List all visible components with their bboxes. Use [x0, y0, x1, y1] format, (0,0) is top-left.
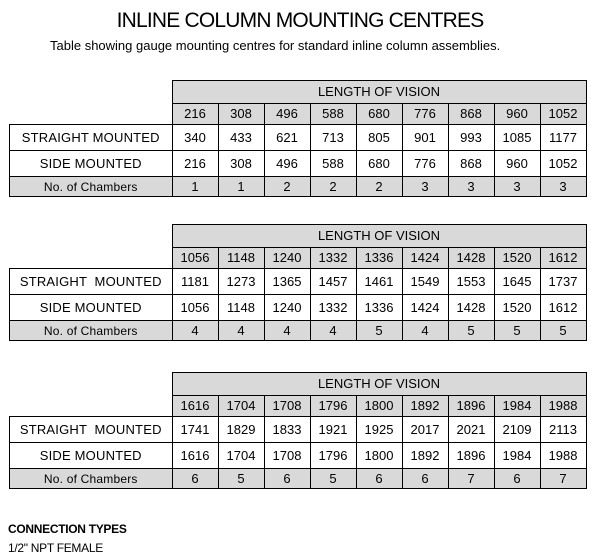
table-corner-blank — [10, 225, 173, 248]
length-cell: 1616 — [172, 396, 218, 417]
value-cell: 1273 — [218, 269, 264, 295]
table-row — [10, 321, 587, 341]
value-cell: 6 — [494, 469, 540, 489]
value-cell: 340 — [172, 125, 218, 151]
value-cell: 5 — [540, 321, 586, 341]
length-cell: 1612 — [540, 248, 586, 269]
value-cell: 6 — [402, 469, 448, 489]
length-cell: 216 — [172, 104, 218, 125]
value-cell: 1892 — [402, 443, 448, 469]
value-cell: 2017 — [402, 417, 448, 443]
connection-type-value: 1/2" NPT FEMALE — [8, 541, 103, 555]
value-cell: 1800 — [356, 443, 402, 469]
table-row — [10, 125, 587, 151]
value-cell: 1424 — [402, 295, 448, 321]
value-cell: 1896 — [448, 443, 494, 469]
value-cell: 2113 — [540, 417, 586, 443]
value-cell: 3 — [448, 177, 494, 197]
value-cell: 4 — [218, 321, 264, 341]
row-label-side-mounted: SIDE MOUNTED — [10, 151, 173, 177]
length-cell: 1240 — [264, 248, 310, 269]
row-label-chambers: No. of Chambers — [10, 321, 173, 341]
value-cell: 588 — [310, 151, 356, 177]
value-cell: 216 — [172, 151, 218, 177]
length-cell: 1988 — [540, 396, 586, 417]
value-cell: 1549 — [402, 269, 448, 295]
value-cell: 4 — [264, 321, 310, 341]
row-label-side-mounted: SIDE MOUNTED — [10, 443, 173, 469]
value-cell: 7 — [448, 469, 494, 489]
value-cell: 1056 — [172, 295, 218, 321]
length-cell: 776 — [402, 104, 448, 125]
page-subtitle: Table showing gauge mounting centres for standard inline column assemblies. — [50, 38, 501, 53]
table-corner-blank — [10, 396, 173, 417]
value-cell: 6 — [264, 469, 310, 489]
value-cell: 1085 — [494, 125, 540, 151]
value-cell: 1 — [172, 177, 218, 197]
length-of-vision-header: LENGTH OF VISION — [172, 373, 586, 396]
length-cell: 1984 — [494, 396, 540, 417]
value-cell: 5 — [310, 469, 356, 489]
length-of-vision-header: LENGTH OF VISION — [172, 225, 586, 248]
length-cell: 1800 — [356, 396, 402, 417]
value-cell: 1645 — [494, 269, 540, 295]
value-cell: 1520 — [494, 295, 540, 321]
value-cell: 2 — [310, 177, 356, 197]
value-cell: 1052 — [540, 151, 586, 177]
length-cell: 1896 — [448, 396, 494, 417]
table-row — [10, 443, 587, 469]
value-cell: 1741 — [172, 417, 218, 443]
length-cell: 960 — [494, 104, 540, 125]
value-cell: 960 — [494, 151, 540, 177]
value-cell: 7 — [540, 469, 586, 489]
length-cell: 1796 — [310, 396, 356, 417]
length-cell: 1520 — [494, 248, 540, 269]
table-corner-blank — [10, 248, 173, 269]
value-cell: 1181 — [172, 269, 218, 295]
value-cell: 3 — [402, 177, 448, 197]
value-cell: 1833 — [264, 417, 310, 443]
value-cell: 621 — [264, 125, 310, 151]
length-cell: 868 — [448, 104, 494, 125]
length-cell: 588 — [310, 104, 356, 125]
value-cell: 5 — [448, 321, 494, 341]
value-cell: 1612 — [540, 295, 586, 321]
value-cell: 1457 — [310, 269, 356, 295]
page-title: INLINE COLUMN MOUNTING CENTRES — [116, 9, 484, 32]
table-row — [10, 269, 587, 295]
length-cell: 1056 — [172, 248, 218, 269]
table-corner-blank — [10, 104, 173, 125]
length-cell: 1708 — [264, 396, 310, 417]
value-cell: 5 — [494, 321, 540, 341]
connection-types-heading: CONNECTION TYPES — [8, 522, 127, 536]
value-cell: 1921 — [310, 417, 356, 443]
mounting-table-grid — [9, 372, 587, 489]
value-cell: 6 — [172, 469, 218, 489]
row-label-straight-mounted: STRAIGHT MOUNTED — [10, 125, 173, 151]
length-cell: 1704 — [218, 396, 264, 417]
mounting-table-grid — [9, 80, 587, 197]
value-cell: 1332 — [310, 295, 356, 321]
value-cell: 1461 — [356, 269, 402, 295]
table-row — [10, 469, 587, 489]
length-cell: 1332 — [310, 248, 356, 269]
table-row — [10, 295, 587, 321]
table-corner-blank — [10, 373, 173, 396]
value-cell: 1616 — [172, 443, 218, 469]
value-cell: 776 — [402, 151, 448, 177]
value-cell: 4 — [310, 321, 356, 341]
length-cell: 496 — [264, 104, 310, 125]
value-cell: 2 — [264, 177, 310, 197]
table-row — [10, 417, 587, 443]
value-cell: 1428 — [448, 295, 494, 321]
length-cell: 1892 — [402, 396, 448, 417]
row-label-chambers: No. of Chambers — [10, 177, 173, 197]
value-cell: 680 — [356, 151, 402, 177]
length-cell: 1424 — [402, 248, 448, 269]
value-cell: 1 — [218, 177, 264, 197]
value-cell: 901 — [402, 125, 448, 151]
value-cell: 3 — [494, 177, 540, 197]
value-cell: 805 — [356, 125, 402, 151]
value-cell: 1336 — [356, 295, 402, 321]
value-cell: 3 — [540, 177, 586, 197]
value-cell: 1708 — [264, 443, 310, 469]
value-cell: 5 — [218, 469, 264, 489]
value-cell: 5 — [356, 321, 402, 341]
row-label-chambers: No. of Chambers — [10, 469, 173, 489]
value-cell: 1737 — [540, 269, 586, 295]
value-cell: 6 — [356, 469, 402, 489]
value-cell: 4 — [172, 321, 218, 341]
length-cell: 1336 — [356, 248, 402, 269]
value-cell: 1829 — [218, 417, 264, 443]
value-cell: 993 — [448, 125, 494, 151]
row-label-side-mounted: SIDE MOUNTED — [10, 295, 173, 321]
value-cell: 868 — [448, 151, 494, 177]
value-cell: 4 — [402, 321, 448, 341]
mounting-table-3 — [9, 372, 587, 489]
value-cell: 1177 — [540, 125, 586, 151]
row-label-straight-mounted: STRAIGHT MOUNTED — [10, 269, 173, 295]
mounting-table-grid — [9, 224, 587, 341]
value-cell: 496 — [264, 151, 310, 177]
length-cell: 680 — [356, 104, 402, 125]
mounting-table-2 — [9, 224, 587, 341]
value-cell: 1988 — [540, 443, 586, 469]
value-cell: 713 — [310, 125, 356, 151]
value-cell: 1240 — [264, 295, 310, 321]
table-row — [10, 151, 587, 177]
length-cell: 1428 — [448, 248, 494, 269]
value-cell: 433 — [218, 125, 264, 151]
value-cell: 1148 — [218, 295, 264, 321]
length-cell: 308 — [218, 104, 264, 125]
value-cell: 308 — [218, 151, 264, 177]
value-cell: 2021 — [448, 417, 494, 443]
table-row — [10, 177, 587, 197]
length-cell: 1052 — [540, 104, 586, 125]
table-corner-blank — [10, 81, 173, 104]
mounting-table-1 — [9, 80, 587, 197]
value-cell: 1796 — [310, 443, 356, 469]
row-label-straight-mounted: STRAIGHT MOUNTED — [10, 417, 173, 443]
value-cell: 1553 — [448, 269, 494, 295]
value-cell: 1365 — [264, 269, 310, 295]
value-cell: 1984 — [494, 443, 540, 469]
value-cell: 2109 — [494, 417, 540, 443]
length-cell: 1148 — [218, 248, 264, 269]
length-of-vision-header: LENGTH OF VISION — [172, 81, 586, 104]
value-cell: 1704 — [218, 443, 264, 469]
value-cell: 2 — [356, 177, 402, 197]
value-cell: 1925 — [356, 417, 402, 443]
